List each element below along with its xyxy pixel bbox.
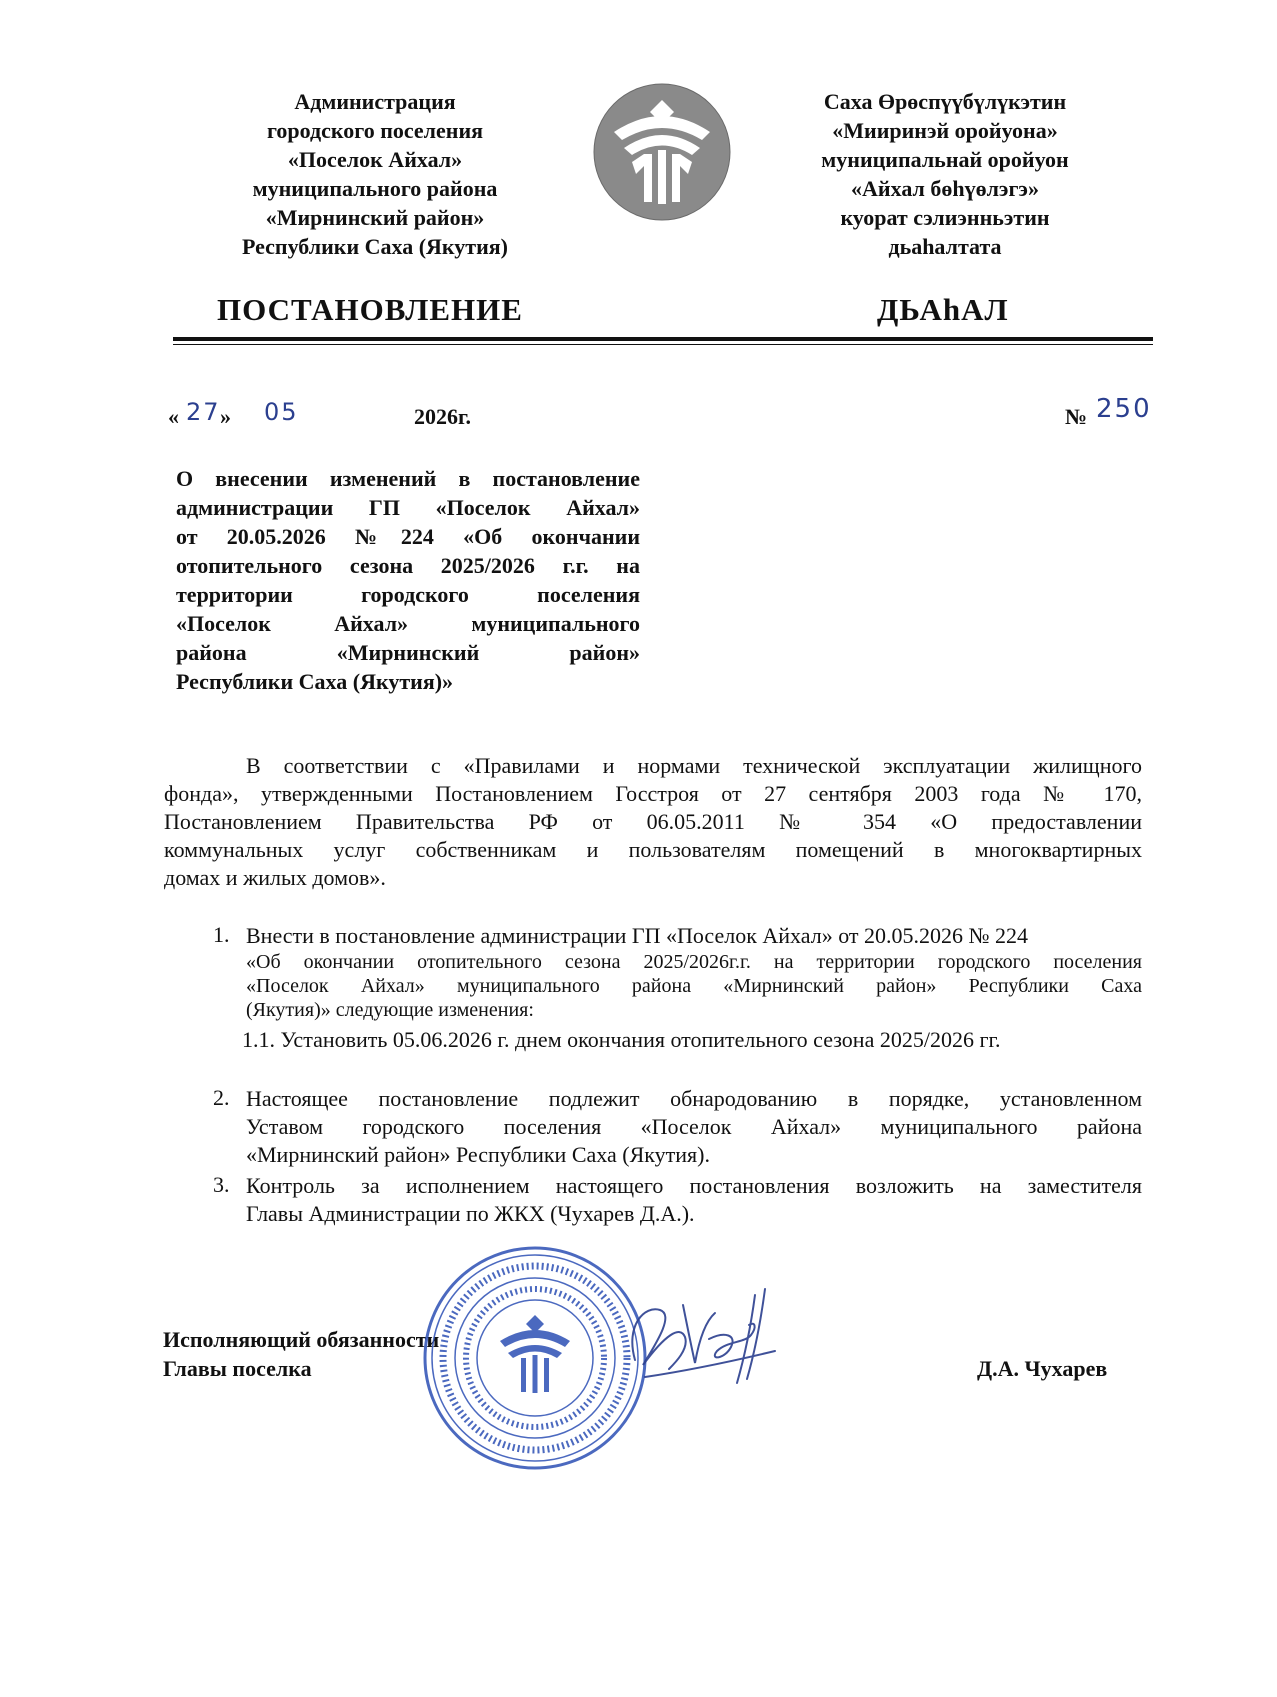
item-line: Уставом городского поселения «Поселок Айхал» муниципального района xyxy=(246,1114,1142,1139)
preamble xyxy=(164,752,1142,892)
item-number: 3. xyxy=(213,1172,230,1197)
item-line: Главы Администрации по ЖКХ (Чухарев Д.А.). xyxy=(246,1201,695,1226)
date-day: 27 xyxy=(186,398,221,426)
title-line: отопительного сезона 2025/2026 г.г. на xyxy=(176,553,640,578)
signatory-position xyxy=(163,1325,439,1383)
item-line: Настоящее постановление подлежит обнародованию в порядке, установленном xyxy=(246,1086,1142,1111)
date-month: 05 xyxy=(264,398,299,426)
doc-number: 250 xyxy=(1096,394,1152,424)
date-year: 2026г. xyxy=(414,404,472,429)
header-right-org xyxy=(760,87,1130,261)
preamble-line: В соответствии с «Правилами и нормами технической эксплуатации жилищного xyxy=(246,753,1142,778)
handwritten-signature xyxy=(605,1265,805,1405)
position-line: Исполняющий обязанности xyxy=(163,1327,440,1352)
preamble-line: Постановлением Правительства РФ от 06.05.2011 № 354 «О предоставлении xyxy=(164,809,1142,834)
header-right-line: «Айхал бөһүөлэгэ» xyxy=(851,176,1039,201)
number-sign: № xyxy=(1065,404,1088,429)
item-2 xyxy=(246,1085,1142,1169)
header-right-line: куорат сэлиэнньэтин xyxy=(840,205,1050,230)
item-line: «Мирнинский район» Республики Саха (Якутия). xyxy=(246,1142,710,1167)
item-small-line: (Якутия)» следующие изменения: xyxy=(246,999,534,1021)
position-line: Главы поселка xyxy=(163,1356,312,1381)
item-line: Внести в постановление администрации ГП «Поселок Айхал» от 20.05.2026 № 224 xyxy=(246,923,1029,948)
item-small-line: «Об окончании отопительного сезона 2025/2026г.г. на территории городского поселения xyxy=(246,951,1142,973)
header-right-line: муниципальнай оройуон xyxy=(821,147,1069,172)
header-left-line: «Мирнинский район» xyxy=(265,205,485,230)
preamble-line: коммунальных услуг собственникам и пользователям помещений в многоквартирных xyxy=(164,837,1142,862)
header-right-line: Саха Өрөспүүбүлүкэтин xyxy=(823,89,1067,114)
header-left-line: муниципального района xyxy=(252,176,498,201)
header-right-line: дьаһалтата xyxy=(888,234,1002,259)
header-left-line: городского поселения xyxy=(266,118,484,143)
item-small-line: «Поселок Айхал» муниципального района «Мирнинский район» Республики Саха xyxy=(246,975,1142,997)
item-number: 2. xyxy=(213,1085,230,1110)
title-line: администрации ГП «Поселок Айхал» xyxy=(176,495,640,520)
title-line: района «Мирнинский район» xyxy=(176,640,640,665)
preamble-line: домах и жилых домов». xyxy=(164,865,386,890)
header-right-line: «Мииринэй оройуона» xyxy=(832,118,1058,143)
date-close-quote: » xyxy=(220,404,231,429)
item-3 xyxy=(246,1172,1142,1228)
header-left-org xyxy=(200,87,550,261)
doc-type-sakha: ДЬАhАЛ xyxy=(877,292,1009,327)
title-line: «Поселок Айхал» муниципального xyxy=(176,611,640,636)
header-left-line: Администрация xyxy=(294,89,456,114)
date-open-quote: « xyxy=(168,404,179,429)
title-line: территории городского поселения xyxy=(176,582,640,607)
header-left-line: Республики Саха (Якутия) xyxy=(241,234,509,259)
preamble-line: фонда», утвержденными Постановлением Госстроя от 27 сентября 2003 года № 170, xyxy=(164,781,1142,806)
title-line: О внесении изменений в постановление xyxy=(176,466,640,491)
document-title xyxy=(176,464,640,696)
header-rule-thick xyxy=(173,337,1153,341)
item-number: 1. xyxy=(213,922,230,947)
signatory-name: Д.А. Чухарев xyxy=(977,1356,1108,1381)
header-left-line: «Поселок Айхал» xyxy=(287,147,463,172)
item-1 xyxy=(242,922,1142,1054)
emblem-logo xyxy=(592,82,732,222)
sub-item: 1.1. Установить 05.06.2026 г. днем окончания отопительного сезона 2025/2026 гг. xyxy=(242,1027,1001,1052)
header-rule-thin xyxy=(173,344,1153,345)
title-line: от 20.05.2026 №224 «Об окончании xyxy=(176,524,640,549)
doc-type-ru: ПОСТАНОВЛЕНИЕ xyxy=(217,292,523,327)
date-line xyxy=(168,394,1158,438)
title-line: Республики Саха (Якутия)» xyxy=(176,669,454,694)
item-line: Контроль за исполнением настоящего постановления возложить на заместителя xyxy=(246,1173,1142,1198)
